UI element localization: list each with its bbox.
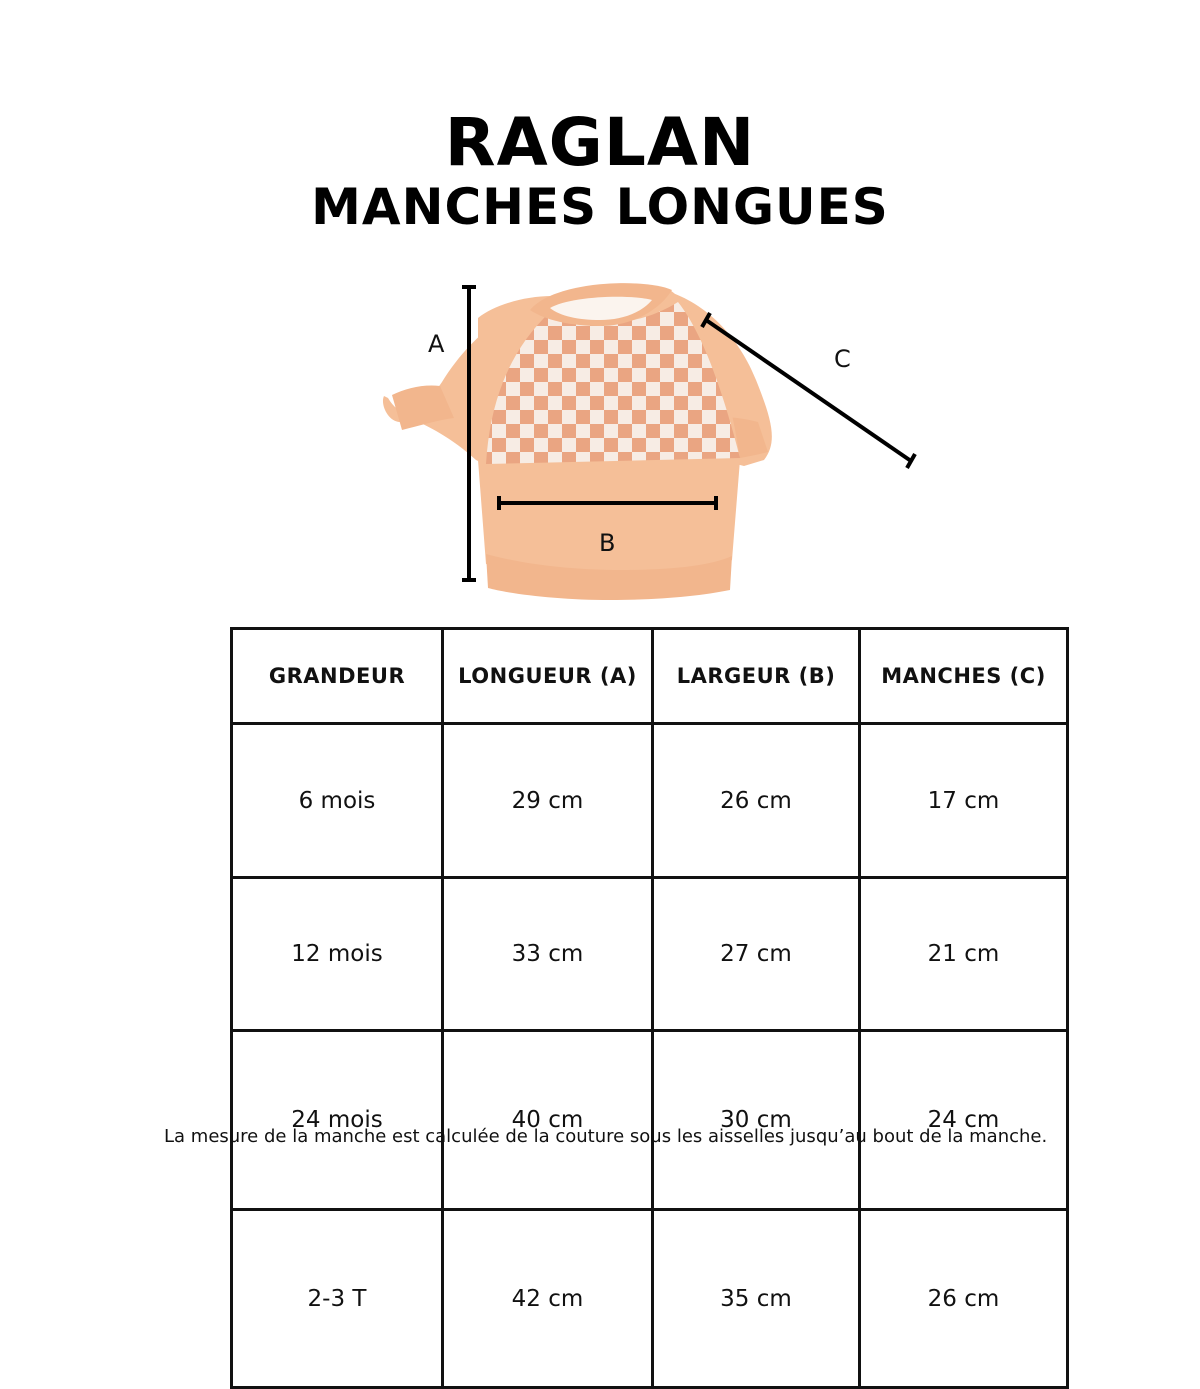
cell-sleeve: 21 cm (860, 878, 1068, 1030)
table-row (232, 878, 1068, 1030)
subtitle: MANCHES LONGUES (311, 178, 889, 236)
label-a: A (428, 330, 445, 358)
cell-width: 26 cm (653, 724, 860, 878)
cell-length: 42 cm (443, 1210, 653, 1388)
header-manches: MANCHES (C) (860, 629, 1068, 724)
footnote: La mesure de la manche est calculée de la couture sous les aisselles jusqu’au bout de la manche. (164, 1126, 1048, 1147)
cell-size: 12 mois (232, 878, 443, 1030)
label-b: B (599, 529, 616, 557)
cell-sleeve: 26 cm (860, 1210, 1068, 1388)
cell-sleeve: 24 cm (860, 1030, 1068, 1210)
cell-size: 6 mois (232, 724, 443, 878)
cell-width: 27 cm (653, 878, 860, 1030)
title: RAGLAN (444, 104, 756, 181)
size-chart-table (230, 627, 1069, 1389)
sweater-measurement-diagram (380, 270, 940, 600)
label-c: C (834, 345, 851, 373)
header-longueur: LONGUEUR (A) (443, 629, 653, 724)
cell-length: 29 cm (443, 724, 653, 878)
cell-size: 24 mois (232, 1030, 443, 1210)
table-header-row (232, 629, 1068, 724)
table-row (232, 1210, 1068, 1388)
cell-length: 33 cm (443, 878, 653, 1030)
header-largeur: LARGEUR (B) (653, 629, 860, 724)
table-row (232, 1030, 1068, 1210)
header-grandeur: GRANDEUR (232, 629, 443, 724)
table-row (232, 724, 1068, 878)
cell-width: 35 cm (653, 1210, 860, 1388)
cell-length: 40 cm (443, 1030, 653, 1210)
cell-size: 2-3 T (232, 1210, 443, 1388)
cell-sleeve: 17 cm (860, 724, 1068, 878)
cell-width: 30 cm (653, 1030, 860, 1210)
